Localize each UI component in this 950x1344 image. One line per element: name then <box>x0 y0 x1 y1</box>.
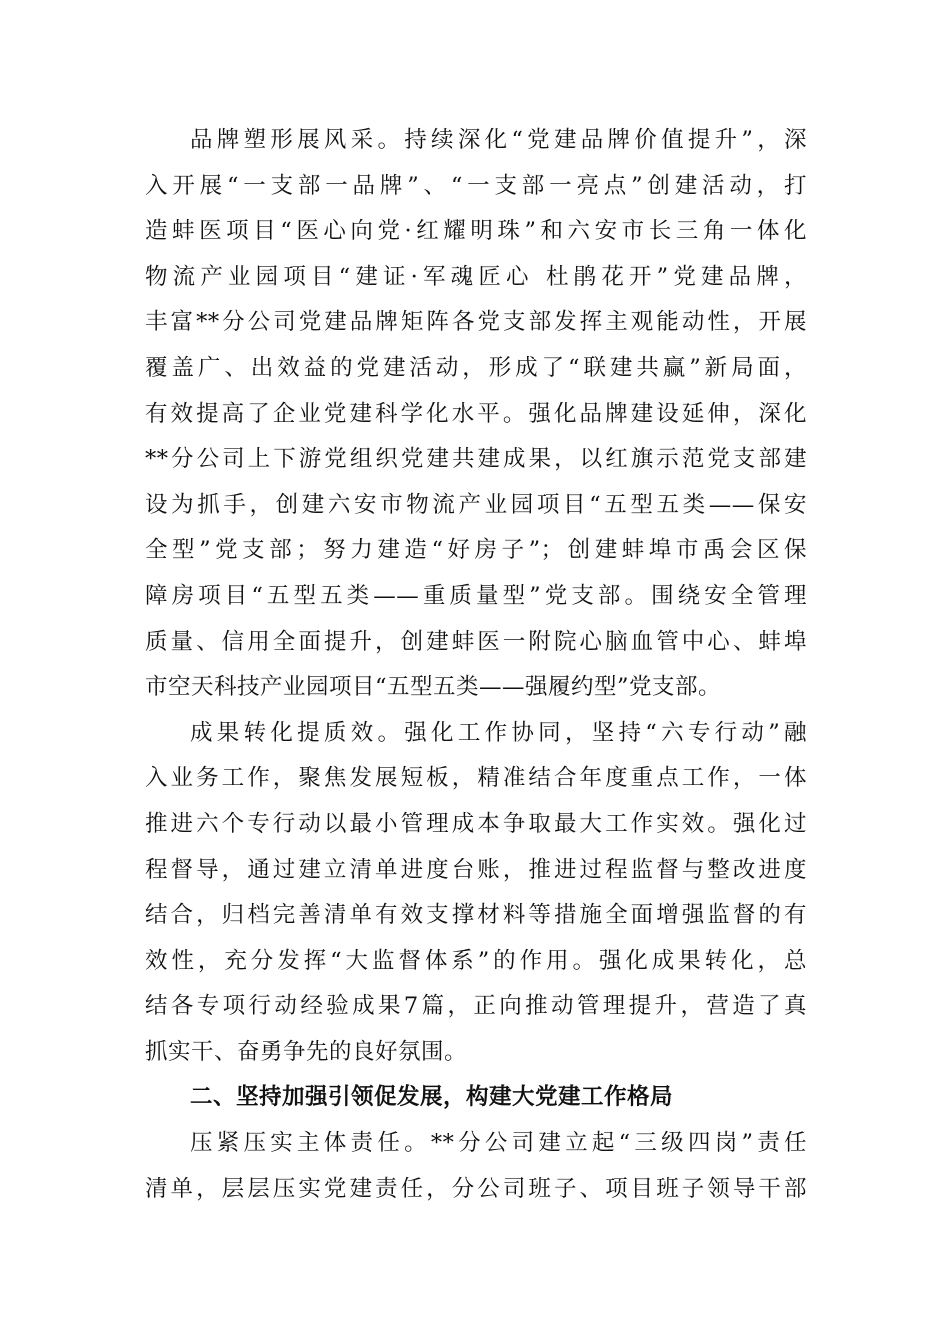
document-page <box>145 118 807 1212</box>
text-line: 造蚌医项目“医心向党·红耀明珠”和六安市长三角一体化 <box>145 218 807 245</box>
text-line: 全型”党支部；努力建造“好房子”；创建蚌埠市禹会区保 <box>145 537 807 564</box>
section-heading: 二、坚持加强引领促发展，构建大党建工作格局 <box>190 1084 674 1111</box>
text-line: 障房项目“五型五类——重质量型”党支部。围绕安全管理 <box>145 582 807 609</box>
text-line: 入业务工作，聚焦发展短板，精准结合年度重点工作，一体 <box>145 765 807 792</box>
text-line: 抓实干、奋勇争先的良好氛围。 <box>145 1038 468 1065</box>
paragraph-brand <box>145 118 807 711</box>
text-line: 有效提高了企业党建科学化水平。强化品牌建设延伸，深化 <box>145 400 807 427</box>
text-line: 清单，层层压实党建责任，分公司班子、项目班子领导干部 <box>145 1175 807 1202</box>
text-line: 程督导，通过建立清单进度台账，推进过程监督与整改进度 <box>145 856 807 883</box>
paragraph-responsibility <box>145 1121 807 1212</box>
text-line: 入开展“一支部一品牌”、“一支部一亮点”创建活动，打 <box>145 172 807 199</box>
text-line: 设为抓手，创建六安市物流产业园项目“五型五类——保安 <box>145 491 807 518</box>
text-line: 压紧压实主体责任。**分公司建立起“三级四岗”责任 <box>190 1130 807 1157</box>
text-line: 丰富**分公司党建品牌矩阵各党支部发挥主观能动性，开展 <box>145 309 807 336</box>
text-line: 品牌塑形展风采。持续深化“党建品牌价值提升”，深 <box>190 127 807 153</box>
text-line: 覆盖广、出效益的党建活动，形成了“联建共赢”新局面， <box>145 354 807 381</box>
text-line: 成果转化提质效。强化工作协同，坚持“六专行动”融 <box>190 719 807 746</box>
text-line: 市空天科技产业园项目“五型五类——强履约型”党支部。 <box>145 674 722 701</box>
text-line: 质量、信用全面提升，创建蚌医一附院心脑血管中心、蚌埠 <box>145 628 807 655</box>
paragraph-results <box>145 711 807 1076</box>
text-line: 效性，充分发挥“大监督体系”的作用。强化成果转化，总 <box>145 947 807 974</box>
text-line: **分公司上下游党组织党建共建成果，以红旗示范党支部建 <box>145 446 807 473</box>
text-line: 物流产业园项目“建证·军魂匠心 杜鹃花开”党建品牌， <box>145 263 807 290</box>
text-line: 结各专项行动经验成果7篇，正向推动管理提升，营造了真 <box>145 993 807 1020</box>
text-line: 推进六个专行动以最小管理成本争取最大工作实效。强化过 <box>145 810 807 837</box>
text-line: 结合，归档完善清单有效支撑材料等措施全面增强监督的有 <box>145 902 807 929</box>
